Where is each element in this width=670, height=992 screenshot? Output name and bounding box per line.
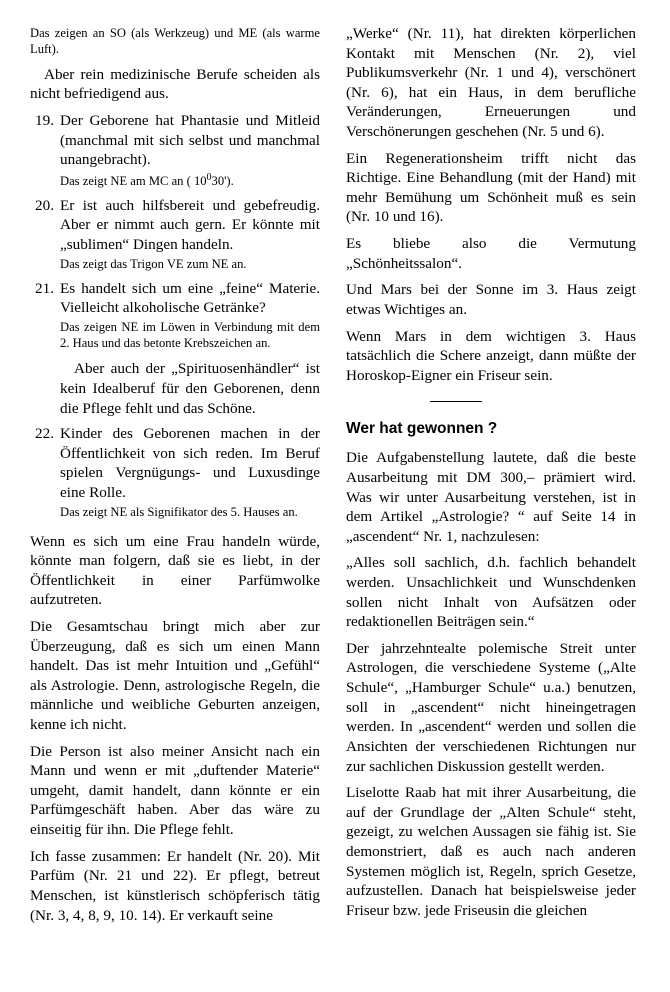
section-divider	[430, 401, 482, 402]
body-paragraph: Die Person ist also meiner Ansicht nach ein Mann und wenn er mit „duftender Materie“ umgeht, damit handelt, dann könnte er ein Parfümgeschäft haben. Aber das wäre zu einseitig für ihn. Die Pflege fehlt.	[30, 742, 320, 839]
numbered-list	[30, 111, 320, 521]
list-item	[30, 111, 320, 190]
left-column	[30, 24, 320, 974]
body-paragraph: Ein Regenerationsheim trifft nicht das Richtige. Eine Behandlung (mit der Hand) mit mehr Bemühung um Schönheit muß es sein (Nr. 10 und 16).	[346, 149, 636, 226]
item-number: 22.	[35, 425, 54, 443]
list-item	[30, 196, 320, 273]
item-text: Er ist auch hilfsbereit und gebefreudig. Aber er nimmt auch gern. Er könnte mit „sublimen“ Dingen handeln.	[60, 196, 320, 254]
body-paragraph: Ich fasse zusammen: Er handelt (Nr. 20). Mit Parfüm (Nr. 21 und 22). Er pflegt, betreut Menschen, ist künstlerisch schöpferisch tätig (Nr. 3, 4, 8, 9, 10. 14). Er verkauft seine	[30, 847, 320, 924]
intro-note: Das zeigen an SO (als Werkzeug) und ME (als warme Luft).	[30, 26, 320, 56]
item-text: Kinder des Geborenen machen in der Öffentlichkeit von sich reden. Im Beruf spielen Vergnügungs- und Luxusdinge eine Rolle.	[60, 425, 320, 502]
two-column-layout	[30, 24, 644, 974]
item-note: Das zeigen NE im Löwen in Verbindung mit dem 2. Haus und das betonte Krebszeichen an.	[60, 319, 320, 350]
item-note: Das zeigt NE als Signifikator des 5. Hauses an.	[60, 504, 298, 519]
body-paragraph: Die Aufgabenstellung lautete, daß die beste Ausarbeitung mit DM 300,– prämiert wird. Was wir unter Ausarbeitung verstehen, ist in dem Artikel „Astrologie? “ auf Seite 14 in „ascendent“ Nr. 1, nachzulesen:	[346, 449, 636, 545]
item-number: 19.	[35, 111, 54, 129]
body-paragraph: Liselotte Raab hat mit ihrer Ausarbeitung, die auf der Grundlage der „Alten Schule“ steht, gezeigt, zu welchen Aussagen sie fähig ist. Sie demonstriert, daß es auch nach anderen Systemen möglich ist, Regeln, sprich Gesetze, aufzustellen. Danach hat beispielsweise jeder Friseur bzw. jede Friseusin die gleichen	[346, 784, 636, 919]
item-note: Das zeigt das Trigon VE zum NE an.	[60, 256, 247, 271]
item-followup: Aber auch der „Spirituosenhändler“ ist kein Idealberuf für den Geborenen, denn die Pflege fehlt und das Schöne.	[60, 360, 320, 417]
item-note: Das zeigt NE am MC an ( $10^030'$).	[60, 171, 234, 188]
body-paragraph: Die Gesamtschau bringt mich aber zur Überzeugung, daß es sich um einen Mann handelt. Das ist mehr Intuition und „Gefühl“ als Astrologie. Denn, astrologische Regeln, die männliche und weibliche Geburten anzeigen, kenne ich nicht.	[30, 618, 320, 734]
list-item	[30, 279, 320, 419]
body-paragraph: Es bliebe also die Vermutung „Schönheitssalon“.	[346, 235, 636, 272]
item-number: 21.	[35, 279, 54, 297]
body-paragraph: Und Mars bei der Sonne im 3. Haus zeigt etwas Wichtiges an.	[346, 281, 636, 318]
list-item	[30, 424, 320, 520]
body-paragraph: „Werke“ (Nr. 11), hat direkten körperlichen Kontakt mit Menschen (Nr. 2), viel Publikumsverkehr (Nr. 1 und 4), verschönert (Nr. 6), hat ein Haus, in dem berufliche Veränderungen, Erneuerungen und Verschönerungen geschehen (Nr. 5 und 6).	[346, 25, 636, 141]
item-text: Es handelt sich um eine „feine“ Materie. Vielleicht alkoholische Getränke?	[60, 279, 320, 317]
section-heading: Wer hat gewonnen ?	[346, 420, 498, 438]
item-number: 20.	[35, 196, 54, 214]
degree-superscript: 0	[206, 171, 212, 183]
intro-paragraph: Aber rein medizinische Berufe scheiden als nicht befriedigend aus.	[30, 65, 320, 103]
item-text: Der Geborene hat Phantasie und Mitleid (manchmal mit sich selbst und manchmal unangebracht).	[60, 111, 320, 169]
body-paragraph: Der jahrzehntealte polemische Streit unter Astrologen, die verschiedene Systeme („Alte Schule“, „Hamburger Schule“ u.a.) benutzen, soll in „ascendent“ nicht hineingetragen werden. In „ascendent“ werden und sollen die Ansichten der verschiedenen Richtungen nur zur sachlichen Diskussion gestellt werden.	[346, 639, 636, 775]
body-paragraph: Wenn es sich um eine Frau handeln würde, könnte man folgern, daß sie es liebt, in der Öffentlichkeit in einer Parfümwolke aufzutreten.	[30, 532, 320, 609]
body-paragraph: Wenn Mars in dem wichtigen 3. Haus tatsächlich die Schere anzeigt, dann müßte der Horoskop-Eigner ein Friseur sein.	[346, 327, 636, 384]
right-column	[346, 24, 636, 974]
quote-paragraph: „Alles soll sachlich, d.h. fachlich behandelt werden. Unsachlichkeit und Wunschdenken sollen nicht Inhalt von Aufsätzen oder redaktionellen Beiträgen sein.“	[346, 554, 636, 631]
